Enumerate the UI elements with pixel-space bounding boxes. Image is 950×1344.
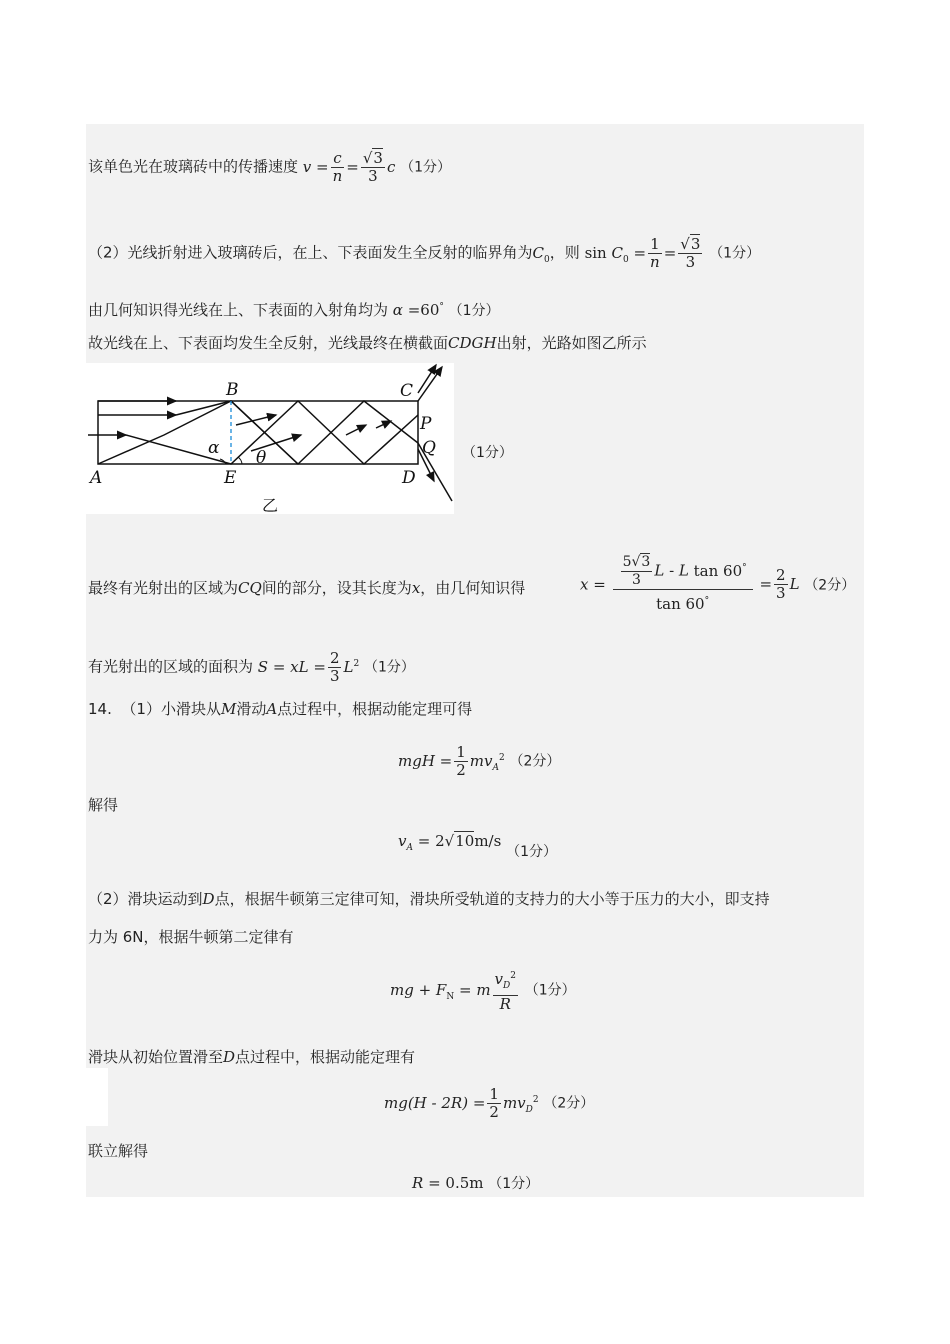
line-energy-2-intro: 滑块从初始位置滑至D点过程中，根据动能定理有 — [88, 1048, 416, 1066]
label-C: C — [400, 381, 414, 401]
line-solve-2: 联立解得 — [88, 1142, 149, 1160]
label-theta: θ — [256, 448, 267, 468]
question-14-intro: 14. （1）小滑块从M滑动A点过程中，根据动能定理可得 — [88, 700, 473, 718]
label-D: D — [402, 468, 416, 488]
figure-caption: 乙 — [262, 496, 279, 514]
line-newton-third: （2）滑块运动到D点，根据牛顿第三定律可知，滑块所受轨道的支持力的大小等于压力的大小，即支持 — [88, 890, 770, 908]
line-total-reflection: 故光线在上、下表面均发生全反射，光线最终在横截面CDGH出射，光路如图乙所示 — [88, 334, 647, 352]
label-A: A — [90, 468, 103, 488]
line-solve-1: 解得 — [88, 796, 119, 814]
equation-radius: R = 0.5m （1分） — [412, 1174, 540, 1192]
light-path-diagram — [86, 363, 454, 514]
figure-score: （1分） — [462, 445, 513, 461]
line-area: 有光射出的区域的面积为 S = xL = $\frac{2}{3}$ $L^2$ （1分） — [88, 649, 415, 685]
line-speed: 该单色光在玻璃砖中的传播速度 v = $\frac{c}{n}$ = $\frac{√3}{3}$ c （1分） — [88, 149, 452, 185]
label-Q: Q — [422, 438, 436, 458]
area-formula: S = xL = $\frac{2}{3}$ $L^2$ — [257, 649, 360, 685]
line-incidence-angle: 由几何知识得光线在上、下表面的入射角均为 α =60° （1分） — [88, 301, 500, 319]
label-alpha: α — [208, 438, 220, 458]
speed-formula: v = $\frac{c}{n}$ = $\frac{√3}{3}$ c — [302, 149, 401, 185]
label-E: E — [224, 468, 237, 488]
length-formula: x = $\frac{5√3}{3}$ L - L tan 60° tan 60° = $\frac{2}{3}$ L （2分） — [580, 554, 856, 613]
critical-angle-formula: $\sin C_0$ = $\frac{1}{n}$ = $\frac{√3}{3}$ — [584, 235, 701, 271]
label-B: B — [226, 380, 239, 400]
alpha-formula: α =60° — [392, 301, 444, 319]
equation-energy-1: mgH = $\frac{1}{2}$ $mv_A^2$ （2分） — [398, 743, 561, 779]
label-P: P — [420, 414, 432, 434]
line-region-length: 最终有光射出的区域为CQ间的部分，设其长度为x，由几何知识得 — [88, 579, 526, 597]
light-path-figure — [86, 363, 454, 514]
equation-velocity: $v_A = 2√10m/s$ （1分） — [398, 832, 557, 860]
panel-notch — [86, 1068, 108, 1126]
equation-newton-second: mg + $F_N = m$ $\frac{v_D^2}{R}$ （1分） — [390, 970, 576, 1013]
line-support-force: 力为 6N，根据牛顿第二定律有 — [88, 928, 294, 946]
line-critical-angle: （2）光线折射进入玻璃砖后，在上、下表面发生全反射的临界角为$C_0$，则 $\sin C_0$ = $\frac{1}{n}$ = $\frac{√3}{3}$ （1分） — [88, 235, 761, 271]
equation-energy-2: mg(H - 2R) = $\frac{1}{2}$ $mv_D^2$ （2分） — [384, 1085, 595, 1121]
